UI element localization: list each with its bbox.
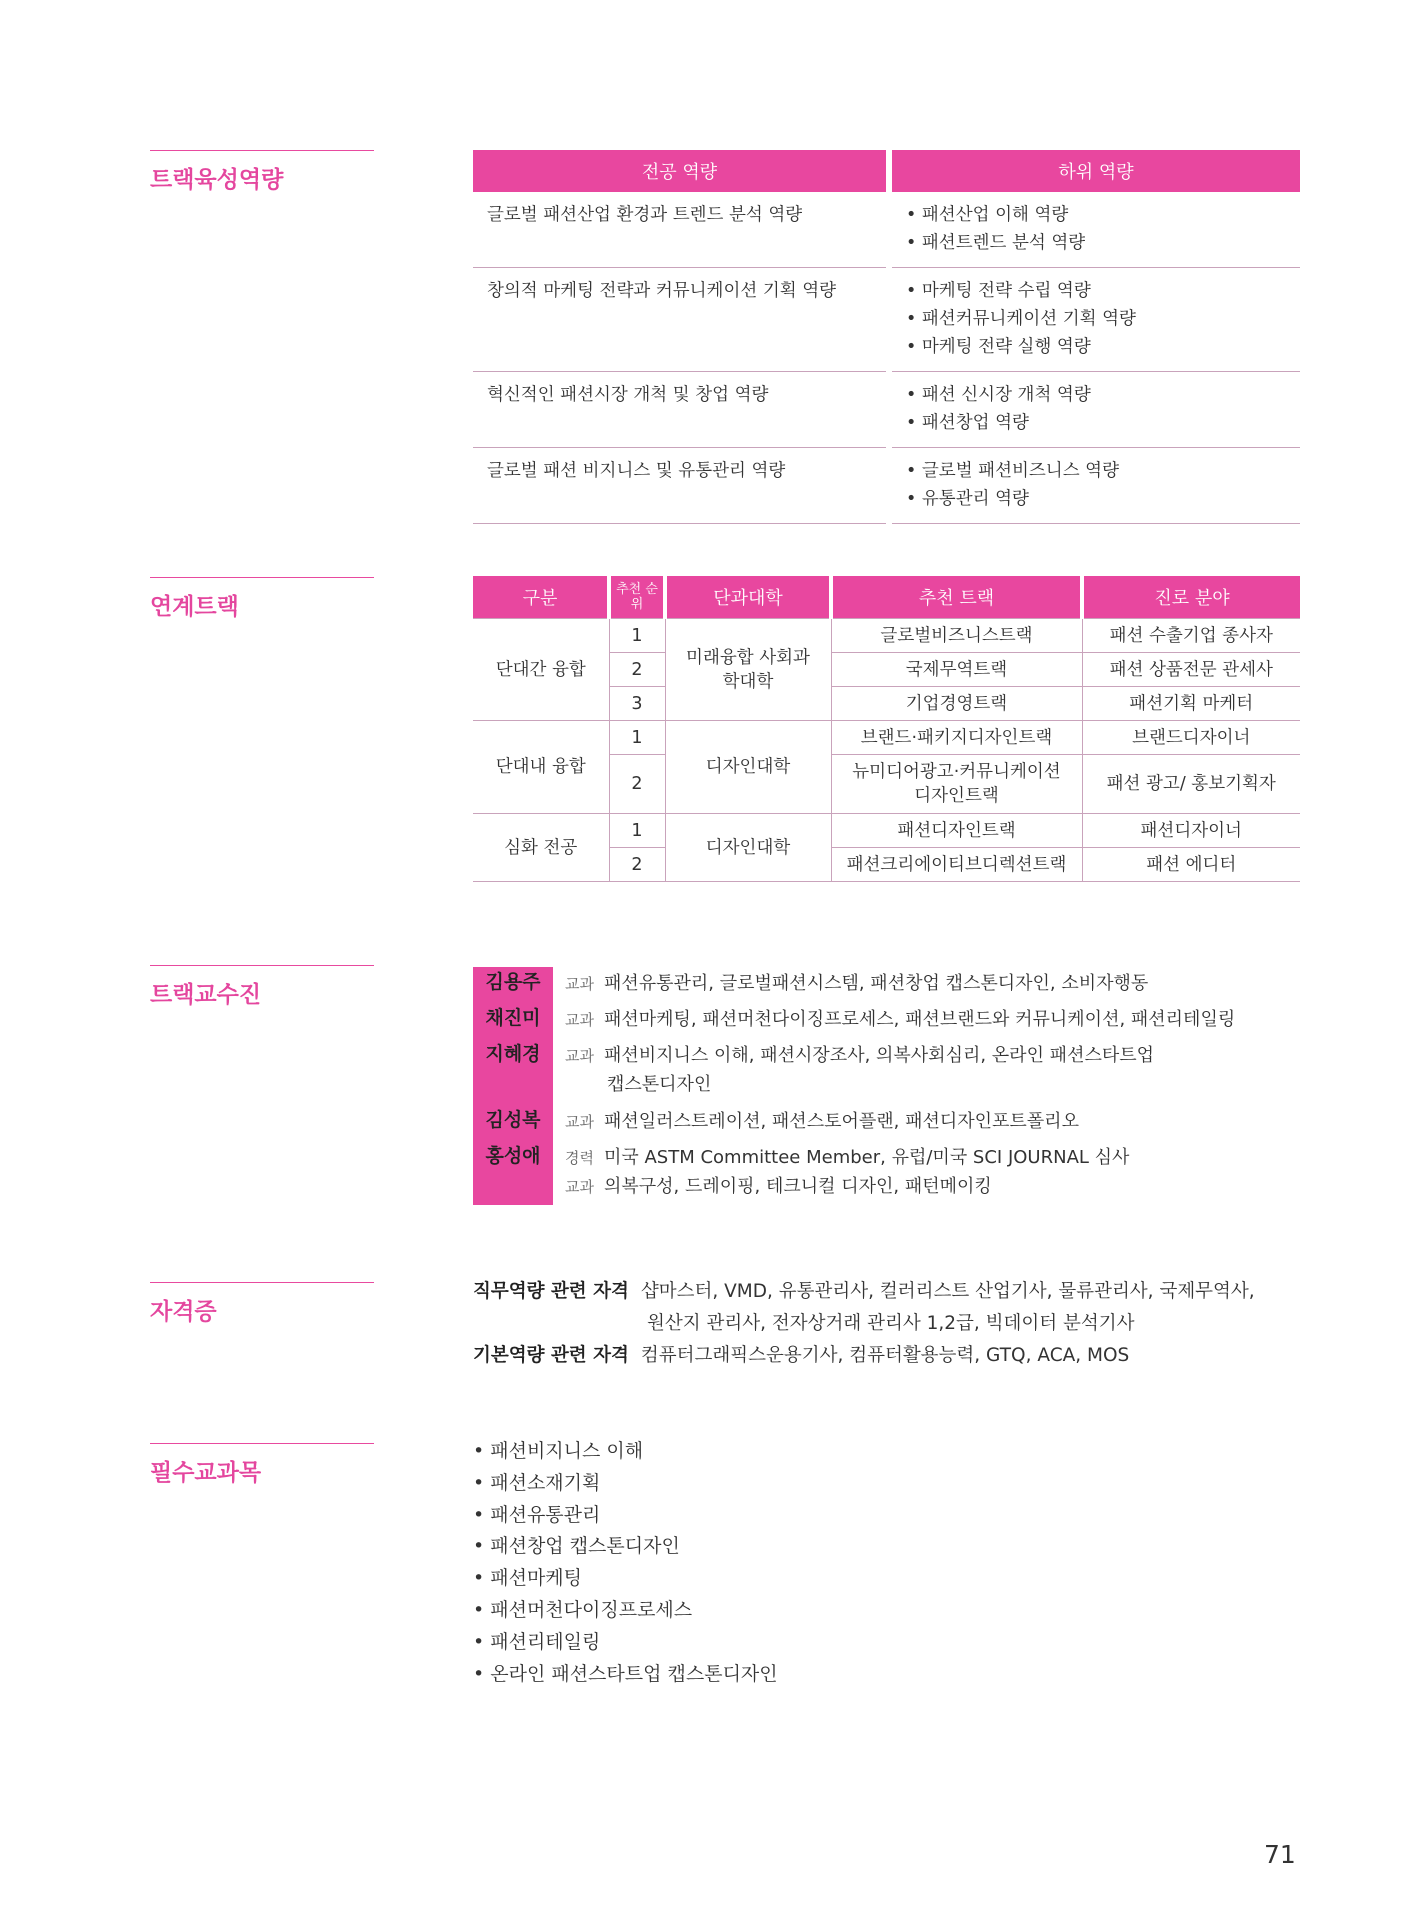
header-rank: 추천 순위 [609,576,665,619]
table-row [473,619,1300,653]
rank-cell: 2 [609,755,665,814]
list-item: • 패션리테일링 [473,1627,778,1659]
track-cell: 브랜드·패키지디자인트랙 [831,721,1082,755]
rank-cell: 1 [609,721,665,755]
career-cell: 패션기획 마케터 [1082,687,1300,721]
list-item: • 패션머천다이징프로세스 [473,1595,778,1627]
track-cell: 기업경영트랙 [831,687,1082,721]
faculty-tag: 교과 [565,1011,594,1029]
page-number: 71 [1264,1840,1296,1869]
major-competency: 혁신적인 패션시장 개척 및 창업 역량 [473,372,889,448]
college-cell: 미래융합 사회과학대학 [665,619,831,721]
college-cell: 디자인대학 [665,721,831,814]
career-cell: 패션디자이너 [1082,814,1300,848]
list-item: • 패션커뮤니케이션 기획 역량 [906,305,1286,333]
sub-competency-list [889,448,1300,524]
faculty-tag: 교과 [565,1047,594,1065]
section-label-linked-track: 연계트랙 [150,577,374,621]
cert-basic-label: 기본역량 관련 자격 [473,1345,629,1366]
track-cell: 패션디자인트랙 [831,814,1082,848]
section-label-competency: 트랙육성역량 [150,150,374,194]
sub-competency-list [889,372,1300,448]
faculty-name: 채진미 [485,1007,541,1029]
required-course-list [473,1436,778,1690]
major-competency: 글로벌 패션산업 환경과 트렌드 분석 역량 [473,192,889,268]
faculty-tag: 교과 [565,1178,594,1196]
career-cell: 패션 에디터 [1082,848,1300,882]
table-row [473,721,1300,755]
sub-competency-list [889,192,1300,268]
list-item: • 패션소재기획 [473,1468,778,1500]
faculty-detail [565,1107,1079,1133]
faculty-courses: 패션유통관리, 글로벌패션시스템, 패션창업 캡스톤디자인, 소비자행동 [603,973,1149,994]
linked-track-table [473,576,1300,882]
career-cell: 패션 상품전문 관세사 [1082,653,1300,687]
faculty-tag: 교과 [565,975,594,993]
major-competency: 창의적 마케팅 전략과 커뮤니케이션 기획 역량 [473,268,889,372]
table-row [473,192,1300,268]
rank-cell: 2 [609,653,665,687]
cert-basic-row [473,1341,1129,1367]
faculty-detail [565,1172,992,1198]
faculty-tag: 경력 [565,1149,594,1167]
category-cell: 단대내 융합 [473,721,609,814]
list-item: • 패션 신시장 개척 역량 [906,381,1286,409]
list-item: • 패션비지니스 이해 [473,1436,778,1468]
rank-cell: 1 [609,619,665,653]
header-track: 추천 트랙 [831,576,1082,619]
header-major-competency: 전공 역량 [473,150,889,192]
faculty-name: 김용주 [485,971,541,993]
sub-competency-list [889,268,1300,372]
header-category: 구분 [473,576,609,619]
table-row [473,268,1300,372]
section-label-faculty: 트랙교수진 [150,965,374,1009]
faculty-detail-continued: 캡스톤디자인 [607,1074,712,1095]
rank-cell: 2 [609,848,665,882]
table-row [473,372,1300,448]
track-cell: 패션크리에이티브디렉션트랙 [831,848,1082,882]
rank-cell: 1 [609,814,665,848]
faculty-courses: 의복구성, 드레이핑, 테크니컬 디자인, 패턴메이킹 [603,1176,992,1197]
list-item: • 글로벌 패션비즈니스 역량 [906,457,1286,485]
faculty-courses: 패션비지니스 이해, 패션시장조사, 의복사회심리, 온라인 패션스타트업 [603,1045,1155,1066]
major-competency: 글로벌 패션 비지니스 및 유통관리 역량 [473,448,889,524]
college-cell: 디자인대학 [665,814,831,882]
header-college: 단과대학 [665,576,831,619]
list-item: • 패션산업 이해 역량 [906,201,1286,229]
faculty-detail [565,1005,1235,1031]
header-career: 진로 분야 [1082,576,1300,619]
track-cell: 국제무역트랙 [831,653,1082,687]
list-item: • 유통관리 역량 [906,485,1286,513]
career-cell: 패션 광고/ 홍보기획자 [1082,755,1300,814]
track-cell: 글로벌비즈니스트랙 [831,619,1082,653]
faculty-name: 홍성애 [485,1145,541,1167]
faculty-detail [565,969,1148,995]
category-cell: 심화 전공 [473,814,609,882]
cert-job-list: 샵마스터, VMD, 유통관리사, 컬러리스트 산업기사, 물류관리사, 국제무역사, [640,1281,1255,1302]
list-item: • 패션창업 역량 [906,409,1286,437]
cert-job-row [473,1277,1255,1303]
faculty-name: 김성복 [485,1109,541,1131]
faculty-courses: 패션일러스트레이션, 패션스토어플랜, 패션디자인포트폴리오 [603,1111,1079,1132]
list-item: • 마케팅 전략 실행 역량 [906,333,1286,361]
list-item: • 마케팅 전략 수립 역량 [906,277,1286,305]
table-row [473,814,1300,848]
faculty-name: 지혜경 [485,1043,541,1065]
faculty-tag: 교과 [565,1113,594,1131]
competency-table [473,150,1300,524]
rank-cell: 3 [609,687,665,721]
header-sub-competency: 하위 역량 [889,150,1300,192]
track-cell: 뉴미디어광고·커뮤니케이션 디자인트랙 [831,755,1082,814]
list-item: • 패션트렌드 분석 역량 [906,229,1286,257]
list-item: • 패션마케팅 [473,1563,778,1595]
faculty-detail [565,1041,1154,1067]
category-cell: 단대간 융합 [473,619,609,721]
table-row [473,448,1300,524]
career-cell: 브랜드디자이너 [1082,721,1300,755]
cert-job-row-continued: 원산지 관리사, 전자상거래 관리사 1,2급, 빅데이터 분석기사 [647,1313,1135,1334]
career-cell: 패션 수출기업 종사자 [1082,619,1300,653]
section-label-required-courses: 필수교과목 [150,1443,374,1487]
faculty-detail [565,1143,1129,1169]
cert-basic-list: 컴퓨터그래픽스운용기사, 컴퓨터활용능력, GTQ, ACA, MOS [640,1345,1130,1366]
section-label-certification: 자격증 [150,1282,374,1326]
list-item: • 패션유통관리 [473,1500,778,1532]
faculty-courses: 패션마케팅, 패션머천다이징프로세스, 패션브랜드와 커뮤니케이션, 패션리테일링 [603,1009,1236,1030]
cert-job-label: 직무역량 관련 자격 [473,1281,629,1302]
list-item: • 패션창업 캡스톤디자인 [473,1531,778,1563]
list-item: • 온라인 패션스타트업 캡스톤디자인 [473,1659,778,1691]
faculty-career: 미국 ASTM Committee Member, 유럽/미국 SCI JOURNAL 심사 [603,1147,1130,1168]
